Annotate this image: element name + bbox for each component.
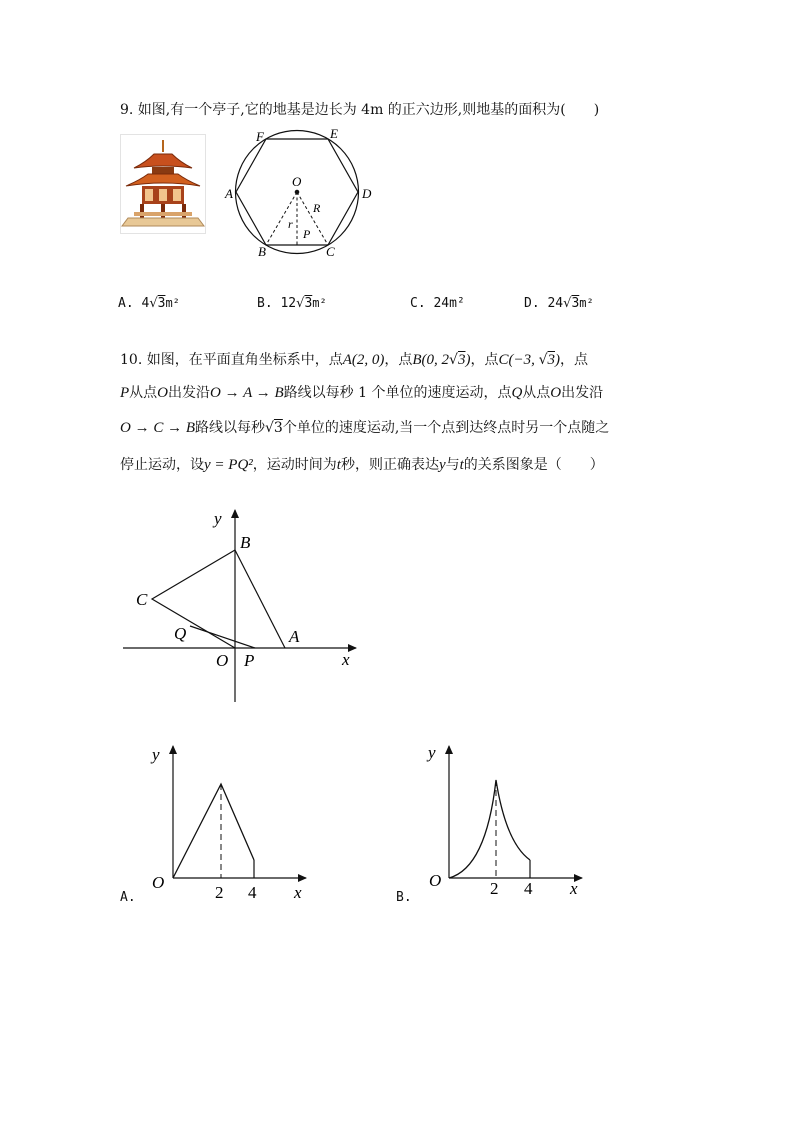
- graph-a-letter: A.: [120, 890, 136, 905]
- label-O: O: [216, 651, 229, 670]
- q9-hexagon-figure: [222, 124, 378, 264]
- label-A: A: [225, 186, 233, 201]
- segment-bc-co: [152, 550, 235, 648]
- q10-line-1: 10. 如图，在平面直角坐标系中，点A(2, 0)，点B(0, 2√3)，点C(−3, √3)，点: [120, 352, 589, 368]
- graph-b-tick-4: 4: [524, 879, 533, 898]
- label-F: F: [256, 129, 264, 144]
- q10-line-3: O → C → B路线以每秒√3个单位的速度运动,当一个点到达终点时另一个点随之: [120, 420, 610, 436]
- graph-a-label-x: x: [294, 883, 302, 900]
- label-P: P: [303, 227, 311, 241]
- graph-b-curve: [449, 780, 530, 878]
- graph-b-label-y: y: [428, 743, 436, 762]
- graph-a-label-o: O: [152, 873, 165, 892]
- label-x: x: [342, 650, 350, 669]
- q9-option-d[interactable]: D. 24√3m²: [524, 296, 594, 311]
- graph-a-tick-2: 2: [215, 883, 224, 900]
- label-O: O: [292, 174, 302, 189]
- label-Q: Q: [174, 624, 187, 643]
- graph-b-label-x: x: [570, 879, 578, 898]
- label-R: R: [313, 201, 321, 215]
- segment-pq: [190, 626, 255, 648]
- segment-ab: [235, 550, 285, 648]
- label-y: y: [214, 509, 222, 528]
- label-B: B: [240, 533, 251, 552]
- q10-line-4: 停止运动，设y = PQ²，运动时间为t秒，则正确表达y与t的关系图象是（ ）: [120, 457, 604, 473]
- label-P: P: [244, 651, 255, 670]
- graph-option-b[interactable]: [416, 738, 591, 900]
- label-E: E: [330, 126, 338, 141]
- graph-b-tick-2: 2: [490, 879, 499, 898]
- graph-a-label-y: y: [152, 745, 160, 764]
- label-D: D: [362, 186, 372, 201]
- label-B: B: [258, 244, 266, 259]
- label-A: A: [289, 627, 300, 646]
- graph-a-tick-4: 4: [248, 883, 257, 900]
- q10-coordinate-figure: [118, 500, 368, 710]
- graph-option-a[interactable]: [140, 738, 315, 900]
- q9-option-c[interactable]: C. 24m²: [410, 296, 465, 311]
- graph-b-label-o: O: [429, 871, 442, 890]
- q9-option-a[interactable]: A. 4√3m²: [118, 296, 180, 311]
- q9-option-b[interactable]: B. 12√3m²: [257, 296, 327, 311]
- graph-a-curve: [173, 784, 254, 878]
- radius-oc: [297, 192, 328, 245]
- label-C: C: [326, 244, 335, 259]
- q10-line-2: P从点O出发沿O → A → B路线以每秒 1 个单位的速度运动，点Q从点O出发沿: [120, 385, 604, 401]
- q9-text: 9. 如图,有一个亭子,它的地基是边长为 4m 的正六边形,则地基的面积为( ): [120, 102, 600, 118]
- graph-b-letter: B.: [396, 890, 412, 905]
- label-C: C: [136, 590, 148, 609]
- label-r: r: [288, 217, 293, 231]
- pavilion-image: [120, 134, 206, 234]
